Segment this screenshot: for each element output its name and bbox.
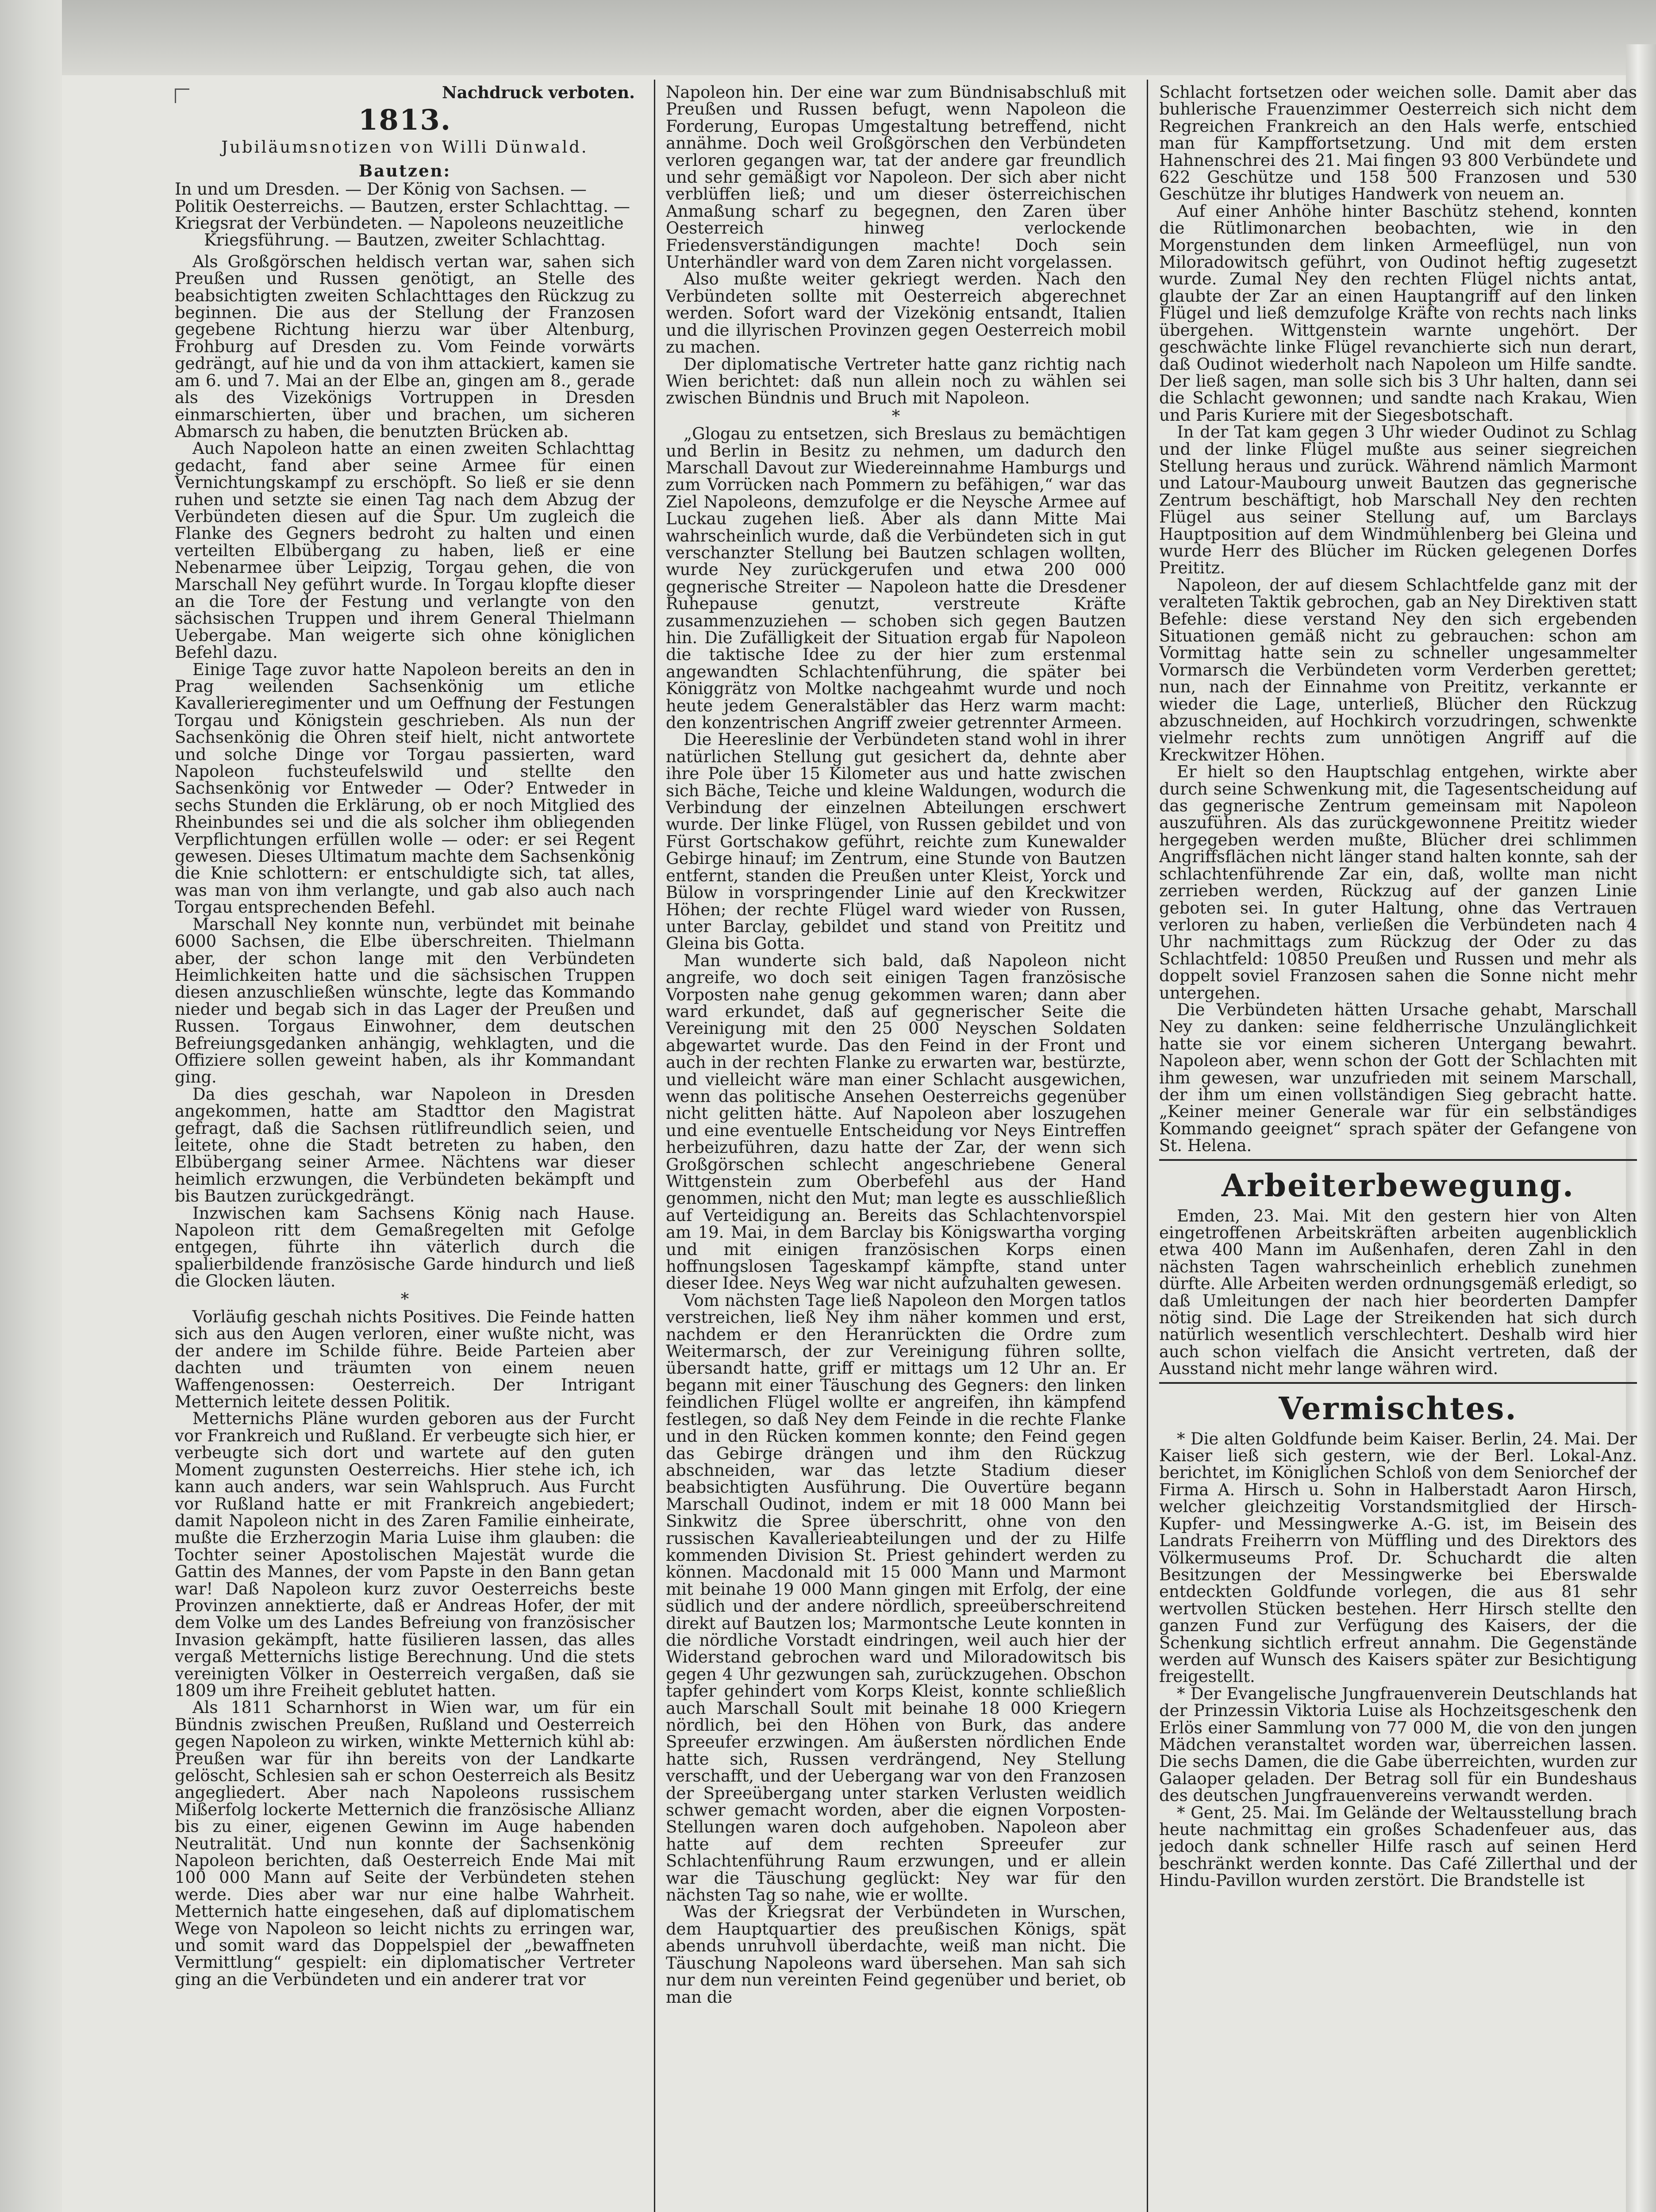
column-1: [175, 84, 635, 2212]
section-divider: [1159, 1159, 1637, 1161]
table-of-contents: [175, 181, 635, 249]
nachdruck-note: Nachdruck verboten.: [442, 84, 635, 102]
paragraph: Die Heereslinie der Verbündeten stand wohl in ihrer natürlichen Stellung gut gesichert da, dehnte aber ihre Pole über 15 Kilometer aus und hatte zwischen sich Bäche, Teiche und kleine Waldungen, wodurch die Verbindung der einzelnen Abteilungen erschwert wurde. Der linke Flügel, von Russen gebildet und von Fürst Gortschakow geführt, reichte zum Kunewalder Gebirge hinauf; im Zentrum, eine Stunde von Bautzen entfernt, standen die Preußen unter Kleist, Yorck und Bülow in vorspringender Linie auf den Kreckwitzer Höhen; der rechte Flügel ward wieder von Russen, unter Barclay, gebildet und stand von Preititz und Gleina bis Gotta.: [666, 730, 1126, 953]
paragraph: Er hielt so den Hauptschlag entgehen, wirkte aber durch seine Schwenkung mit, die Tagesentscheidung auf das gegnerische Zentrum gemeinsam mit Napoleon auszuführen. Als das zurückgewonnene Preititz wieder hergegeben werden mußte, Blücher drei schlimmen Angriffsflächen nicht länger stand halten konnte, sah der schlachtenführende Zar ein, daß, wollte man nicht zerrieben werden, Rückzug auf der ganzen Linie geboten sei. In guter Haltung, ohne das Vertrauen verloren zu haben, verließen die Verbündeten nach 4 Uhr nachmittags zum Rückzug der Oder zu das Schlachtfeld: 10850 Preußen und Russen und mehr als doppelt soviel Franzosen sahen die Sonne nicht mehr untergehen.: [1159, 762, 1637, 1002]
news-item: * Gent, 25. Mai. Im Gelände der Weltausstellung brach heute nachmittag ein großes Schadenfeuer aus, das jedoch dank schneller Hilfe rasch auf seinen Herd beschränkt werden konnte. Das Café Zillerthal und der Hindu-Pavillon wurden zerstört. Die Brandstelle ist: [1159, 1803, 1637, 1890]
paragraph: Napoleon hin. Der eine war zum Bündnisabschluß mit Preußen und Russen befugt, wenn Napoleon die Forderung, Europas Umgestaltung betreffend, nicht annähme. Doch weil Großgörschen den Verbündeten verloren gegangen war, tat der andere gar freundlich und sehr gemäßigt vor Napoleon. Der sich aber nicht verblüffen ließ; und um dieser österreichischen Anmaßung scharf zu begegnen, den Zaren über Oesterreich hinweg verlockende Friedensverständigungen machte! Doch sein Unterhändler ward von dem Zaren nicht vorgelassen.: [666, 84, 1126, 272]
section-divider: [1159, 1382, 1637, 1384]
toc-line: Kriegsrat der Verbündeten. — Napoleons neuzeitliche: [175, 214, 624, 233]
paragraph: Metternichs Pläne wurden geboren aus der Furcht vor Frankreich und Rußland. Er verbeugte sich hier, er verbeugte sich dort und wartete auf den guten Moment zugunsten Oesterreichs. Hier stehe ich, ich kann auch anders, war sein Wahlspruch. Aus Furcht vor Rußland hatte er mit Frankreich angebiedert; damit Napoleon nicht in des Zaren Familie einheirate, mußte die Erzherzogin Maria Luise ihm glauben: die Tochter seiner Apostolischen Majestät wurde die Gattin des Mannes, der vom Papste in den Bann getan war! Daß Napoleon kurz zuvor Oesterreichs beste Provinzen annektierte, daß er Andreas Hofer, der mit dem Volke um des Landes Befreiung von französischer Invasion gekämpft, hatte füsilieren lassen, das alles vergaß Metternichs listige Berechnung. Und die stets vereinigten Völker in Oesterreich vergaßen, daß sie 1809 um ihre Freiheit geblutet hatten.: [175, 1409, 635, 1700]
section-heading: Bautzen:: [358, 161, 451, 180]
paragraph: Als 1811 Scharnhorst in Wien war, um für ein Bündnis zwischen Preußen, Rußland und Oesterreich gegen Napoleon zu wirken, winkte Metternich kühl ab: Preußen war für ihn bereits von der Landkarte gelöscht, Schlesien sah er schon Oesterreich als Besitz angegliedert. Aber nach Napoleons russischem Mißerfolg lockerte Metternich die französische Allianz bis zu einer, eigenen Gewinn im Auge habenden Neutralität. Und nun konnte der Sachsenkönig Napoleon berichten, daß Oesterreich Ende Mai mit 100 000 Mann auf Seite der Verbündeten stehen werde. Dies aber war nur eine halbe Wahrheit. Metternich hatte eingesehen, daß auf diplomatischem Wege von Napoleon so leicht nichts zu erringen war, und somit ward das Doppelspiel der „bewaffneten Vermittlung“ gespielt: ein diplomatischer Vertreter ging an die Verbündeten und ein anderer trat vor: [175, 1698, 635, 1989]
column-rule-1: [654, 80, 655, 2212]
scan-left-gutter: [0, 0, 62, 2212]
paragraph: Auch Napoleon hatte an einen zweiten Schlachttag gedacht, fand aber seine Armee für einen Vernichtungskampf zu erschöpft. So ließ er sie denn ruhen und setzte sie einen Tag nach dem Abzug der Verbündeten diesen auf die Spur. Um zugleich die Flanke des Gegners bedroht zu halten und einen verteilten Elbübergang zu haben, ließ er eine Nebenarmee über Leipzig, Torgau gehen, die von Marschall Ney geführt wurde. In Torgau klopfte dieser an die Tore der Festung und verlangte von den sächsischen Truppen und ihrem General Thielmann Uebergabe. Man weigerte sich ohne königlichen Befehl dazu.: [175, 439, 635, 662]
paragraph: In der Tat kam gegen 3 Uhr wieder Oudinot zu Schlag und der linke Flügel mußte aus seiner siegreichen Stellung heraus und zurück. Während nämlich Marmont und Latour-Maubourg unweit Bautzen das gegnerische Zentrum beschäftigt, hob Marschall Ney den rechten Flügel aus seiner Stellung auf, um Barclays Hauptposition auf dem Windmühlenberg bei Gleina und wurde Herr des Blücher im Rücken gelegenen Dorfes Preititz.: [1159, 422, 1637, 578]
toc-line: Kriegsführung. — Bautzen, zweiter Schlachttag.: [204, 230, 606, 250]
column-2: [666, 84, 1126, 2212]
paragraph: Einige Tage zuvor hatte Napoleon bereits an den in Prag weilenden Sachsenkönig um etliche Kavallerieregimenter und um Oeffnung der Festungen Torgau und Königstein geschrieben. Als nun der Sachsenkönig die Ohren steif hielt, nicht antwortete und solche Dinge vor Torgau passierten, ward Napoleon fuchsteufelswild und stellte den Sachsenkönig vor Entweder — Oder? Entweder in sechs Stunden die Erklärung, ob er noch Mitglied des Rheinbundes sei und die als solcher ihm obliegenden Verpflichtungen erfüllen wolle — oder: er sei Regent gewesen. Dieses Ultimatum machte dem Sachsenkönig die Knie schlottern: er entschuldigte sich, tat alles, was man von ihm verlangte, und gab also auch nach Torgau entsprechenden Befehl.: [175, 660, 635, 917]
article-subtitle: Jubiläumsnotizen von Willi Dünwald.: [221, 138, 588, 157]
paragraph: Emden, 23. Mai. Mit den gestern hier von Alten eingetroffenen Arbeitskräften arbeiten augenblicklich etwa 400 Mann im Außenhafen, deren Zahl in den nächsten Tagen wahrscheinlich erheblich zunehmen dürfte. Alle Arbeiten werden ordnungsgemäß erledigt, so daß Umleitungen der nach hier beorderten Dampfer nötig sind. Die Lage der Streikenden hat sich durch natürlich wesentlich verschlechtert. Deshalb wird hier auch schon vielfach die Ansicht vertreten, daß der Ausstand nicht mehr lange währen wird.: [1159, 1206, 1637, 1379]
paragraph: Auf einer Anhöhe hinter Baschütz stehend, konnten die Rütlimonarchen beobachten, wie in den Morgenstunden dem linken Armeeflügel, nun von Miloradowitsch geführt, von Oudinot heftig zugesetzt wurde. Zumal Ney den rechten Flügel nichts antat, glaubte der Zar an einen Hauptangriff auf den linken Flügel und ließ demzufolge Kräfte von rechts nach links übergehen. Wittgenstein warnte ungehört. Der geschwächte linke Flügel revanchierte sich nun derart, daß Oudinot wiederholt nach Napoleon um Hilfe sandte. Der ließ sagen, man solle sich bis 3 Uhr halten, dann sei die Schlacht gewonnen; und sandte nach Krakau, Wien und Paris Kuriere mit der Siegesbotschaft.: [1159, 201, 1637, 425]
news-item: * Die alten Goldfunde beim Kaiser. Berlin, 24. Mai. Der Kaiser ließ sich gestern, wie der Berl. Lokal-Anz. berichtet, im Königlichen Schloß von dem Seniorchef der Firma A. Hirsch u. Sohn in Halberstadt Aaron Hirsch, welcher gleichzeitig Vorstandsmitglied der Hirsch-Kupfer- und Messingwerke A.-G. ist, im Beisein des Landrats Freiherrn von Müffling und des Direktors des Völkermuseums Prof. Dr. Schuchardt die alten Besitzungen der Messingwerke bei Eberswalde entdeckten Goldfunde vorlegen, die aus 81 sehr wertvollen Stücken bestehen. Herr Hirsch stellte den ganzen Fund zur Verfügung des Kaisers, der die Schenkung sichtlich erfreut annahm. Die Gegenstände werden auf Wunsch des Kaisers später zur Besichtigung freigestellt.: [1159, 1429, 1637, 1686]
paragraph: Marschall Ney konnte nun, verbündet mit beinahe 6000 Sachsen, die Elbe überschreiten. Thielmann aber, der schon lange mit den Verbündeten Heimlichkeiten hatte und die sächsischen Truppen diesen anzuschließen wünschte, legte das Kommando nieder und begab sich in das Lager der Preußen und Russen. Torgaus Einwohner, dem deutschen Befreiungsgedanken anhängig, wehklagten, und die Offiziere sollen geweint haben, als ihr Kommandant ging.: [175, 914, 635, 1087]
paragraph: Als Großgörschen heldisch vertan war, sahen sich Preußen und Russen genötigt, an Stelle des beabsichtigten zweiten Schlachttages den Rückzug zu beginnen. Die aus der Stellung der Franzosen gegebene Richtung hierzu war über Altenburg, Frohburg auf Dresden zu. Vom Feinde vorwärts gedrängt, auf hie und da von ihm attackiert, kamen sie am 6. und 7. Mai an der Elbe an, gingen am 8., gerade als des Vizekönigs Vortruppen in Dresden einmarschierten, über und brachen, um sicheren Abmarsch zu haben, die benutzten Brücken ab.: [175, 252, 635, 441]
column-rule-2: [1147, 80, 1148, 2212]
paragraph: Napoleon, der auf diesem Schlachtfelde ganz mit der veralteten Taktik gebrochen, gab an Ney Direktiven statt Befehle: diese verstand Ney den sich ergebenden Situationen gemäß nicht zu gebrauchen: schon am Vormittag hatte sein zu schneller ungesammelter Vormarsch die Verbündeten vorm Verderben gerettet; nun, nach der Einnahme von Preititz, verkannte er wieder die Lage, unterließ, Blücher den Rückzug abzuschneiden, auf Hochkirch vorzudringen, schwenkte vielmehr rechts zum unnötigen Angriff auf die Kreckwitzer Höhen.: [1159, 575, 1637, 764]
paragraph: Vom nächsten Tage ließ Napoleon den Morgen tatlos verstreichen, ließ Ney ihm näher kommen und erst, nachdem er den Heranrückten die Ordre zum Weitermarsch, der zur Vereinigung führen sollte, übersandt hatte, griff er mittags um 12 Uhr an. Er begann mit einer Täuschung des Gegners: den linken feindlichen Flügel wollte er angreifen, ihn kämpfend festlegen, so daß Ney dem Feinde in die rechte Flanke und in den Rücken kommen konnte; den Feind gegen das Gebirge drängen und ihm den Rückzug abschneiden, war das letzte Stadium dieser beabsichtigten Ausführung. Die Ouvertüre begann Marschall Oudinot, indem er mit 18 000 Mann bei Sinkwitz die Spree überschritt, ohne von den russischen Kavallerieabteilungen und der zu Hilfe kommenden Division St. Priest gehindert werden zu können. Macdonald mit 15 000 Mann und Marmont mit beinahe 19 000 Mann gingen mit Erfolg, der eine südlich und der andere nördlich, spreeüberschreitend direkt auf Bautzen los; Marmontsche Leute konnten in die nördliche Vorstadt eindringen, weil auch hier der Widerstand gebrochen ward und Miloradowitsch bis gegen 4 Uhr gezwungen sah, zurückzugehen. Obschon tapfer gehindert vom Korps Kleist, konnte schließlich auch Marschall Soult mit beinahe 18 000 Kriegern nördlich, bei den Höhen von Burk, das andere Spreeufer erzwingen. Am äußersten nördlichen Ende hatte sich, Russen verdrängend, Ney Stellung verschafft, und der Uebergang war von den Franzosen der Spreeübergang unter starken Verlusten weidlich schwer gemacht worden, aber die eignen Vorposten-Stellungen waren doch aufgehoben. Napoleon aber hatte auf dem rechten Spreeufer zur Schlachtenführung Raum erzwungen, und er allein war die Täuschung geglückt: Ney war für den nächsten Tag so nahe, wie er wollte.: [666, 1290, 1126, 1905]
paragraph: Der diplomatische Vertreter hatte ganz richtig nach Wien berichtet: daß nun allein noch zu wählen sei zwischen Bündnis und Bruch mit Napoleon.: [666, 354, 1126, 408]
toc-line: Politik Oesterreichs. — Bautzen, erster Schlachttag. —: [175, 196, 630, 216]
vermischtes-heading: Vermischtes.: [1279, 1390, 1518, 1427]
paragraph: Man wunderte sich bald, daß Napoleon nicht angreife, wo doch seit einigen Tagen französische Vorposten nahe genug gekommen waren; dann aber ward erkundet, daß auf gegnerischer Seite die Vereinigung mit den 25 000 Neyschen Soldaten abgewartet wurde. Das den Feind in der Front und auch in der rechten Flanke zu erwarten war, bestürzte, und vielleicht wäre man einer Schlacht ausgewichen, wenn das politische Ansehen Oesterreichs gegenüber nicht gelitten hätte. Auf Napoleon aber loszugehen und eine eventuelle Entscheidung vor Neys Eintreffen herbeizuführen, dazu hatte der Zar, der wenn sich Großgörschen schlecht angeschriebene General Wittgenstein zum Oberbefehl aus der Hand genommen, nicht den Mut; man legte es ausschließlich auf Verteidigung an. Bereits das Schlachtenvorspiel am 19. Mai, in dem Barclay bis Königswartha vorging und mit einigen französischen Korps einen hoffnungslosen Tageskampf kämpfte, stand unter dieser Idee. Neys Weg war nicht aufzuhalten gewesen.: [666, 951, 1126, 1293]
news-item: * Der Evangelische Jungfrauenverein Deutschlands hat der Prinzessin Viktoria Luise als Hochzeitsgeschenk den Erlös einer Sammlung von 77 000 M, die von den jungen Mädchen veranstaltet worden war, überreichen lassen. Die sechs Damen, die die Gabe überreichten, wurden zur Galaoper geladen. Der Betrag soll für ein Bundeshaus des deutschen Jungfrauenvereins verwandt werden.: [1159, 1684, 1637, 1805]
paragraph: Schlacht fortsetzen oder weichen solle. Damit aber das buhlerische Frauenzimmer Oesterreich sich nicht dem Regreichen Frankreich an den Hals werfe, entschied man für Kampffortsetzung. Und mit dem ersten Hahnenschrei des 21. Mai fingen 93 800 Verbündete und 622 Geschütze und 158 500 Franzosen und 530 Geschütze ihr blutiges Handwerk von neuem an.: [1159, 84, 1637, 204]
paragraph: Was der Kriegsrat der Verbündeten in Wurschen, dem Hauptquartier des preußischen Königs, spät abends unruhvoll überdachte, weiß man nicht. Die Täuschung Napoleons ward übersehen. Man sah sich nur dem nun vereinten Feind gegenüber und beriet, ob man die: [666, 1902, 1126, 2007]
paragraph: Also mußte weiter gekriegt werden. Nach den Verbündeten sollte mit Oesterreich abgerechnet werden. Sofort ward der Vizekönig entsandt, Italien und die illyrischen Provinzen gegen Oesterreich mobil zu machen.: [666, 269, 1126, 357]
section-separator-star: *: [400, 1289, 409, 1309]
column-3: [1159, 84, 1637, 2212]
paragraph: Die Verbündeten hätten Ursache gehabt, Marschall Ney zu danken: seine feldherrische Unzulänglichkeit hatte sie vor einem sicheren Untergang bewahrt. Napoleon aber, wenn schon der Gott der Schlachten mit ihm gewesen, war unzufrieden mit seinem Marschall, der ihm um einen vollständigen Sieg gebracht hatte. „Keiner meiner Generale war für ein selbständiges Kommando geeignet“ sprach später der Gefangene von St. Helena.: [1159, 1000, 1637, 1156]
scan-top-edge: [62, 0, 1656, 75]
paragraph: Inzwischen kam Sachsens König nach Hause. Napoleon ritt dem Gemaßregelten mit Gefolge entgegen, führte ihn väterlich durch die spalierbildende französische Garde hindurch und ließ die Glocken läuten.: [175, 1203, 635, 1291]
section-separator-star: *: [891, 406, 900, 426]
paragraph: Da dies geschah, war Napoleon in Dresden angekommen, hatte am Stadttor den Magistrat gefragt, daß die Sachsen rütlifreundlich seien, und leitete, ohne die Stadt betreten zu haben, den Elbübergang seiner Armee. Nächtens war dieser heimlich erzwungen, die Verbündeten bekämpft und bis Bautzen zurückgedrängt.: [175, 1084, 635, 1206]
paragraph: „Glogau zu entsetzen, sich Breslaus zu bemächtigen und Berlin in Besitz zu nehmen, um dadurch den Marschall Davout zur Wiedereinnahme Hamburgs und zum Vorrücken nach Pommern zu befähigen,“ war das Ziel Napoleons, demzufolge er die Neysche Armee auf Luckau zugehen ließ. Aber als dann Mitte Mai wahrscheinlich wurde, daß die Verbündeten sich in gut verschanzter Stellung bei Bautzen schlagen wollten, wurde Ney zurückgerufen und etwa 200 000 gegnerische Streiter — Napoleon hatte die Dresdener Ruhepause genutzt, verstreute Kräfte zusammenzuziehen — schoben sich gegen Bautzen hin. Die Zufälligkeit der Situation ergab für Napoleon die taktische Idee zu der hier zum erstenmal angewandten Schlachtenführung, die später bei Königgrätz von Moltke nachgeahmt wurde und noch heute jedem Generalstäbler das Herz warm macht: den konzentrischen Angriff zweier getrennter Armeen.: [666, 424, 1126, 733]
paragraph: Vorläufig geschah nichts Positives. Die Feinde hatten sich aus den Augen verloren, einer wußte nicht, was der andere im Schilde führe. Beide Parteien aber dachten und träumten von einem neuen Waffengenossen: Oesterreich. Der Intrigant Metternich leitete dessen Politik.: [175, 1307, 635, 1412]
article-year-title: 1813.: [358, 104, 452, 137]
toc-line: In und um Dresden. — Der König von Sachsen. —: [175, 180, 587, 199]
arbeiterbewegung-heading: Arbeiterbewegung.: [1221, 1167, 1575, 1204]
